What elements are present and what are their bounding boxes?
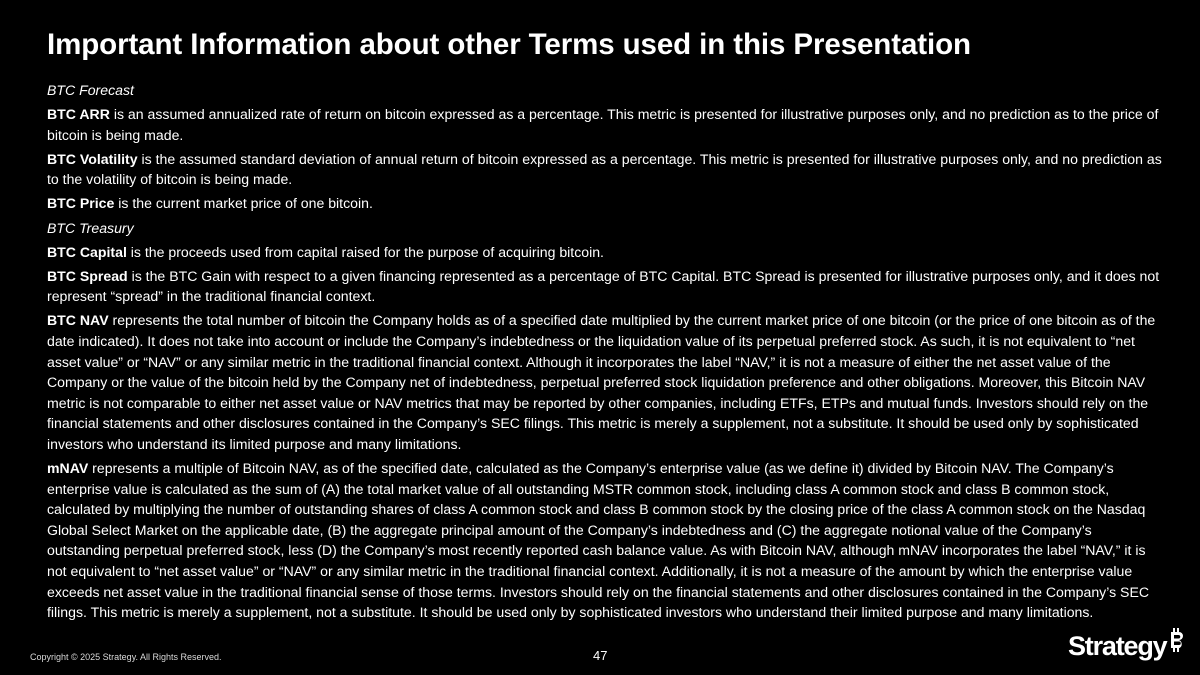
slide-title: Important Information about other Terms used in this Presentation xyxy=(47,28,971,61)
strategy-logo-graphic xyxy=(1068,626,1188,662)
term-mnav: mNAV xyxy=(47,460,89,477)
term-btc-volatility: BTC Volatility xyxy=(47,150,138,167)
section-heading-treasury: BTC Treasury xyxy=(47,219,134,236)
term-btc-capital: BTC Capital xyxy=(47,243,127,260)
bitcoin-b-icon xyxy=(1171,628,1183,652)
definition-text: is the assumed standard deviation of annual return of bitcoin expressed as a percentage. This metric is presented for illustrative purposes only, and no prediction as to the volatility of bitcoin is being made. xyxy=(47,150,1162,188)
definition-text: represents the total number of bitcoin the Company holds as of a specified date multiplied by the current market price of one bitcoin (or the price of one bitcoin as of the date indicated). It does not take into account or include the Company’s indebtedness or the liquidation value of its perpetual preferred stock. As such, it is not equivalent to “net asset value” or “NAV” or any similar metric in the traditional financial context. Although it incorporates the label “NAV,” it is not a measure of either the net asset value of the Company or the value of the bitcoin held by the Company net of indebtedness, perpetual preferred stock liquidation preference and other obligations. Moreover, this Bitcoin NAV metric is not comparable to either net asset value or NAV metrics that may be reported by other companies, including ETFs, ETPs and mutual funds. Investors should rely on the financial statements and other disclosures contained in the Company’s SEC filings. This metric is merely a supplement, not a substitute. It should be used only by sophisticated investors who understand its limited purpose and many limitations. xyxy=(47,312,1156,452)
term-btc-nav: BTC NAV xyxy=(47,312,109,329)
section-heading-forecast: BTC Forecast xyxy=(47,82,134,98)
definition-btc-arr xyxy=(47,104,1165,145)
page-number: 47 xyxy=(593,648,608,663)
logo-wordmark: Strategy xyxy=(1068,631,1167,661)
definition-text: represents a multiple of Bitcoin NAV, as of the specified date, calculated as the Company’s enterprise value (as we define it) divided by Bitcoin NAV. The Company’s enterprise value is calculated as the sum of (A) the total market value of all outstanding MSTR common stock, including class A common stock and class B common stock, calculated by multiplying the number of outstanding shares of class A common stock and class B common stock by the closing price of the class A common stock on the Nasdaq Global Select Market on the applicable date, (B) the aggregate principal amount of the Company’s indebtedness and (C) the aggregate notional value of the Company’s outstanding perpetual preferred stock, less (D) the Company’s most recently reported cash balance value. As with Bitcoin NAV, although mNAV incorporates the label “NAV,” it is not equivalent to “net asset value” or “NAV” or any similar metric in the traditional financial context. Additionally, it is not a measure of the amount by which the enterprise value exceeds net asset value in the traditional financial sense of those terms. Investors should rely on the financial statements and other disclosures contained in the Company’s SEC filings. This metric is merely a supplement, not a substitute. It should be used only by sophisticated investors who understand their limited purpose and many limitations. xyxy=(47,460,1150,621)
term-btc-price: BTC Price xyxy=(47,195,115,212)
definition-mnav xyxy=(47,458,1165,623)
definition-text: is the current market price of one bitcoin. xyxy=(114,195,373,212)
strategy-logo xyxy=(1068,626,1188,662)
definition-btc-spread xyxy=(47,266,1165,307)
definition-text: is an assumed annualized rate of return on bitcoin expressed as a percentage. This metric is presented for illustrative purposes only, and no prediction as to the price of bitcoin is being made. xyxy=(47,106,1159,143)
definition-btc-price xyxy=(47,193,1165,214)
definitions-body xyxy=(47,80,1165,626)
definition-text: is the BTC Gain with respect to a given financing represented as a percentage of BTC Capital. BTC Spread is presented for illustrative purposes only, and it does not represent “spread” in the traditional financial context. xyxy=(47,267,1160,305)
term-btc-arr: BTC ARR xyxy=(47,106,110,123)
copyright-notice: Copyright © 2025 Strategy. All Rights Reserved. xyxy=(30,652,222,662)
definition-text: is the proceeds used from capital raised for the purpose of acquiring bitcoin. xyxy=(126,243,604,260)
definition-btc-nav xyxy=(47,310,1165,454)
term-btc-spread: BTC Spread xyxy=(47,267,128,284)
definition-btc-volatility xyxy=(47,149,1165,190)
definition-btc-capital xyxy=(47,242,1165,263)
